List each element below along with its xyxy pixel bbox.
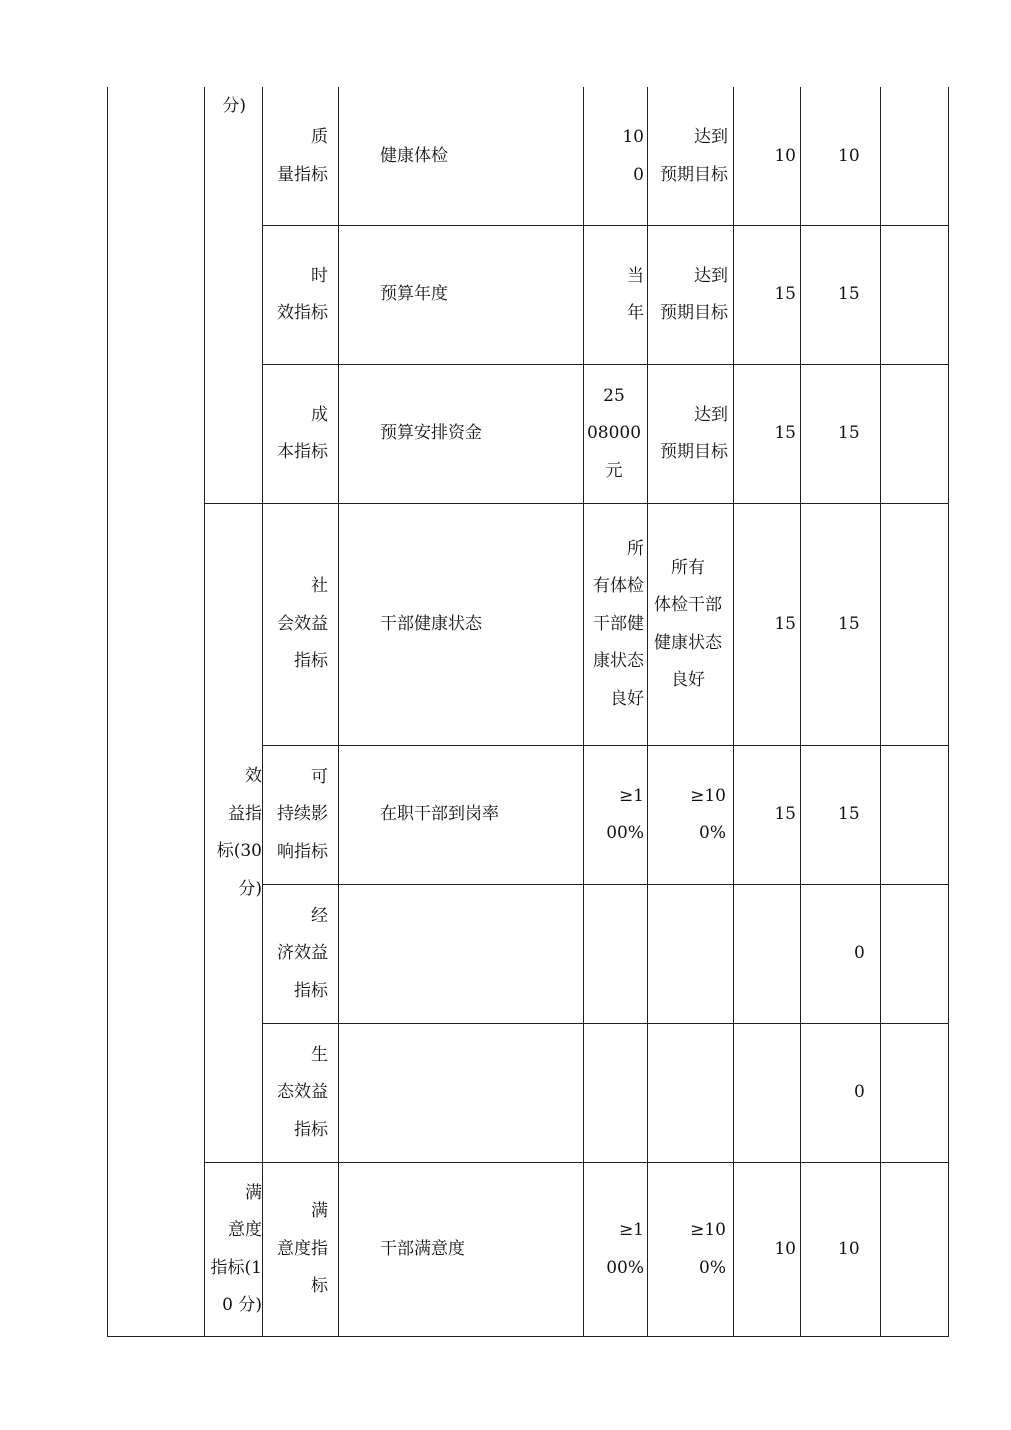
group-satisfaction-indicators [205, 1163, 262, 1336]
cell-text: ≥10 0% [690, 785, 726, 843]
target-value-cell [584, 885, 647, 1023]
cell-text: 10 [774, 1238, 796, 1259]
indicator-name-cell [339, 885, 583, 1023]
score-cell [801, 365, 880, 503]
actual-value-cell [648, 88, 733, 225]
weight-cell [734, 88, 800, 225]
indicator-name-cell [339, 365, 583, 503]
indicator-level3-cell [263, 504, 338, 745]
target-value-cell [584, 746, 647, 884]
score-cell [801, 1024, 880, 1162]
indicator-name-cell [339, 746, 583, 884]
actual-value-cell [648, 885, 733, 1023]
cell-text: 干部健康状态 [380, 613, 482, 634]
cell-text: 满 意度 指标(1 0 分) [210, 1182, 262, 1315]
cell-text: 预算年度 [380, 284, 448, 305]
actual-value-cell [648, 365, 733, 503]
cell-text: 15 [838, 804, 860, 825]
cell-text: 25 08000 元 [586, 385, 642, 481]
cell-text: 15 [774, 284, 796, 305]
target-value-cell [584, 226, 647, 364]
cell-text: 社 会效益 指标 [277, 576, 328, 672]
cell-text: ≥10 0% [690, 1220, 726, 1278]
cell-text: 15 [774, 804, 796, 825]
cell-text: 0 [854, 1082, 865, 1103]
cell-text: 满 意度指 标 [277, 1201, 328, 1297]
indicator-name-cell [339, 1163, 583, 1336]
cell-text: 时 效指标 [277, 265, 328, 323]
weight-cell [734, 365, 800, 503]
actual-value-cell [648, 1163, 733, 1336]
target-value-cell [584, 88, 647, 225]
cell-text: 10 [774, 145, 796, 166]
cell-text: 所 有体检 干部健 康状态 良好 [593, 538, 644, 709]
actual-value-cell [648, 504, 733, 745]
group-benefit-indicators [205, 504, 262, 1162]
cell-text: 达到 预期目标 [660, 404, 728, 462]
indicator-name-cell [339, 226, 583, 364]
table-bottom-border [107, 1336, 948, 1337]
cell-text: 所有 体检干部 健康状态 良好 [654, 557, 722, 690]
cell-text: 10 [838, 145, 860, 166]
indicator-level3-cell [263, 1163, 338, 1336]
cell-text: 经 济效益 指标 [277, 905, 328, 1001]
actual-value-cell [648, 226, 733, 364]
cell-text: 质 量指标 [277, 127, 328, 185]
indicator-name-cell [339, 1024, 583, 1162]
cell-text: 0 [854, 943, 865, 964]
cell-text: ≥1 00% [606, 1220, 644, 1278]
cell-text: 干部满意度 [380, 1238, 465, 1259]
cell-text: 10 [838, 1238, 860, 1259]
cell-text: 15 [774, 613, 796, 634]
vline [948, 87, 949, 1337]
cell-text: ≥1 00% [606, 785, 644, 843]
indicator-name-cell [339, 504, 583, 745]
score-cell [801, 746, 880, 884]
cell-text: 效 益指 标(30 分) [216, 766, 262, 899]
indicator-level3-cell [263, 885, 338, 1023]
indicator-level3-cell [263, 365, 338, 503]
score-cell [801, 1163, 880, 1336]
indicator-level3-cell [263, 88, 338, 225]
target-value-cell [584, 1024, 647, 1162]
target-value-cell [584, 365, 647, 503]
cell-text: 15 [838, 423, 860, 444]
weight-cell [734, 746, 800, 884]
cell-text: 当 年 [627, 265, 644, 323]
indicator-name-cell [339, 88, 583, 225]
indicator-level3-cell [263, 746, 338, 884]
cell-text: 10 0 [622, 127, 644, 185]
indicator-level3-cell [263, 226, 338, 364]
cell-text: 成 本指标 [277, 404, 328, 462]
cell-text: 生 态效益 指标 [277, 1044, 328, 1140]
cell-text: 可 持续影 响指标 [277, 766, 328, 862]
cell-text: 15 [838, 613, 860, 634]
cell-text: 15 [774, 423, 796, 444]
cell-text: 分) [222, 96, 246, 117]
indicator-level3-cell [263, 1024, 338, 1162]
cell-text: 在职干部到岗率 [380, 804, 499, 825]
weight-cell [734, 1163, 800, 1336]
score-cell [801, 88, 880, 225]
cell-text: 预算安排资金 [380, 423, 482, 444]
weight-cell [734, 226, 800, 364]
score-cell [801, 504, 880, 745]
cell-text: 健康体检 [380, 145, 448, 166]
weight-cell [734, 885, 800, 1023]
score-cell [801, 885, 880, 1023]
target-value-cell [584, 1163, 647, 1336]
group-output-tail [205, 88, 262, 126]
cell-text: 达到 预期目标 [660, 265, 728, 323]
score-cell [801, 226, 880, 364]
cell-text: 15 [838, 284, 860, 305]
vline [107, 87, 108, 1337]
actual-value-cell [648, 746, 733, 884]
weight-cell [734, 1024, 800, 1162]
weight-cell [734, 504, 800, 745]
cell-text: 达到 预期目标 [660, 127, 728, 185]
actual-value-cell [648, 1024, 733, 1162]
target-value-cell [584, 504, 647, 745]
vline [880, 87, 881, 1337]
